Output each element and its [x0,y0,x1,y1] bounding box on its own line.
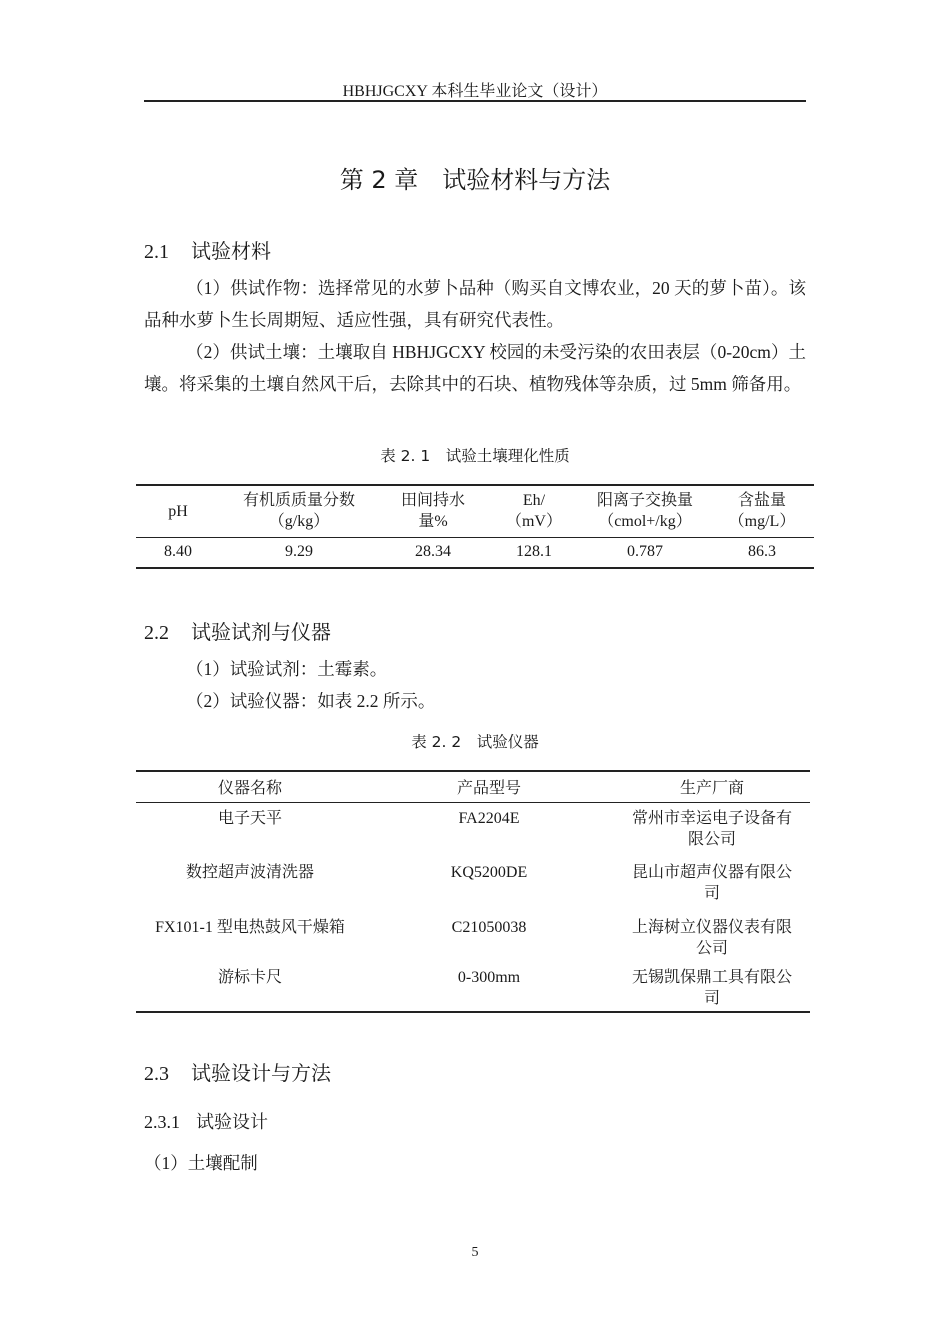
soil-properties-table [136,484,814,569]
table1-caption: 表 2. 1 试验土壤理化性质 [380,447,570,465]
header-cell: 含盐量 （mg/L） [710,485,814,537]
section-heading-2-1 [144,235,271,264]
header-cell: 田间持水 量% [378,485,488,537]
section-title: 试验材料 [191,239,271,263]
table-row [136,537,814,568]
subsection-title: 试验设计 [196,1112,268,1133]
header-cell: 产品型号 [364,771,614,802]
header-rule [144,100,806,102]
reagent-line: （1）试验试剂：土霉素。 [186,659,388,679]
table-cell: FX101-1 型电热鼓风干燥箱 [155,919,345,936]
table-cell: 上海树立仪器仪表有限 公司 [631,919,792,957]
header-cell: 阳离子交换量 （cmol+/kg） [580,485,710,537]
table-cell: 无锡凯保鼎工具有限公 司 [631,969,792,1007]
table-cell: 28.34 [415,543,451,561]
section-heading-2-3 [144,1057,331,1086]
table-cell: 数控超声波清洗器 [185,864,314,881]
section-heading-2-2 [144,616,331,645]
table-row [136,962,810,1012]
paragraph-text: （2）供试土壤：土壤取自 HBHJGCXY 校园的未受污染的农田表层（0-20cm）土壤。将采集的土壤自然风干后，去除其中的石块、植物残体等杂质，过 5mm 筛备用。 [144,342,806,394]
header-cell: 仪器名称 [136,771,364,802]
table-cell: 电子天平 [217,809,282,827]
table2-caption: 表 2. 2 试验仪器 [411,733,539,751]
table-cell: 9.29 [285,543,313,561]
table-cell: 86.3 [748,543,776,561]
section-number: 2.1 [144,241,169,263]
subsection-number: 2.3.1 [144,1112,180,1132]
table-cell: 0-300mm [457,969,521,986]
table-cell: FA2204E [458,809,520,827]
table-header-row [136,485,814,537]
section-number: 2.3 [144,1063,169,1085]
table-cell: 8.40 [164,543,192,561]
chapter-title: 第 2 章 试验材料与方法 [339,166,611,194]
table-header-row [136,771,810,802]
table-row [136,912,810,962]
table-cell: 128.1 [516,543,552,561]
table-cell: KQ5200DE [450,864,528,881]
table-cell: C21050038 [451,919,527,936]
paragraph-text: （1）供试作物：选择常见的水萝卜品种（购买自文博农业，20 天的萝卜苗）。该品种水萝卜生长周期短、适应性强，具有研究代表性。 [144,278,806,330]
instrument-line: （2）试验仪器：如表 2.2 所示。 [186,691,436,711]
subsection-heading-2-3-1 [144,1108,268,1134]
paragraph-soil [144,337,806,400]
header-cell: Eh/ （mV） [488,485,580,537]
section-number: 2.2 [144,622,169,644]
table-cell: 昆山市超声仪器有限公 司 [631,864,792,902]
table-row [136,802,810,857]
table-cell: 常州市幸运电子设备有 限公司 [631,809,792,848]
header-cell: 有机质质量分数 （g/kg） [220,485,378,537]
soil-preparation-line: （1）土壤配制 [144,1153,258,1173]
page-number: 5 [471,1245,479,1260]
header-cell: 生产厂商 [614,771,810,802]
table-cell: 游标卡尺 [217,969,282,986]
header-cell: pH [136,485,220,537]
paragraph-crop [144,273,806,336]
section-title: 试验设计与方法 [191,1061,331,1085]
table-cell: 0.787 [627,543,663,561]
running-header: HBHJGCXY 本科生毕业论文（设计） [342,83,608,100]
instruments-table [136,770,810,1013]
section-title: 试验试剂与仪器 [191,620,331,644]
table-row [136,857,810,912]
